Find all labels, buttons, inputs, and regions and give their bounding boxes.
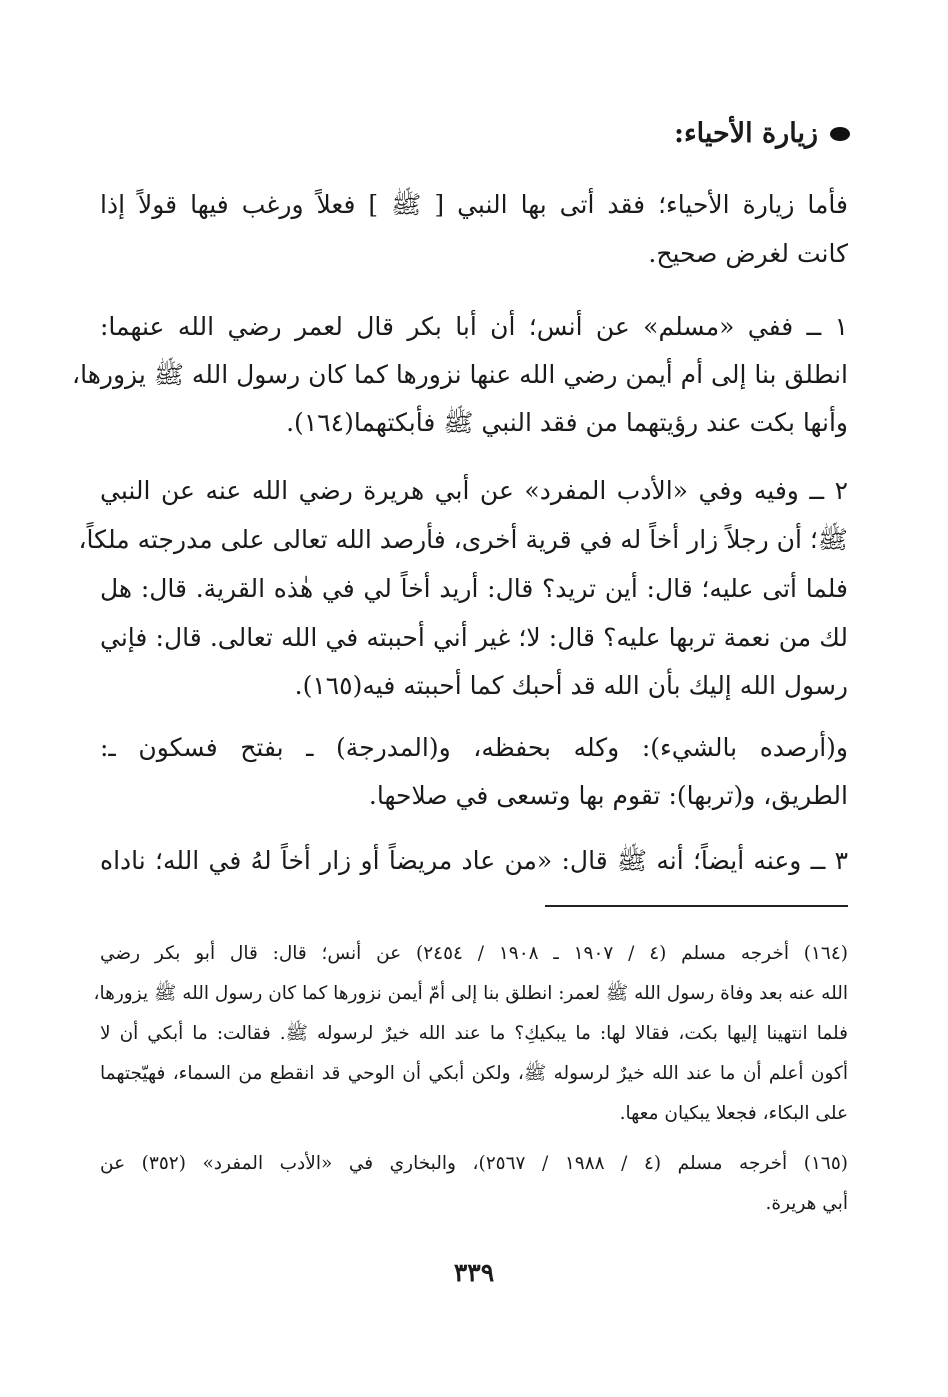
paragraph-3-line-5: رسول الله إليك بأن الله قد أحبك كما أحببته فيه(١٦٥). <box>294 671 848 700</box>
paragraph-5-line-1: ٣ ــ وعنه أيضاً؛ أنه ﷺ قال: «من عاد مريضاً أو زار أخاً لهُ في الله؛ ناداه <box>100 846 848 875</box>
paragraph-1-line-2: كانت لغرض صحيح. <box>648 239 848 268</box>
paragraph-2-line-1: ١ ــ ففي «مسلم» عن أنس؛ أن أبا بكر قال لعمر رضي الله عنهما: <box>100 312 848 341</box>
paragraph-3-line-4: لك من نعمة تربها عليه؟ قال: لا؛ غير أني أحببته في الله تعالى. قال: فإني <box>100 623 848 652</box>
footnote-164-line-1: (١٦٤) أخرجه مسلم (٤ / ١٩٠٧ ـ ١٩٠٨ / ٢٤٥٤) عن أنس؛ قال: قال أبو بكر رضي <box>100 943 849 964</box>
footnote-164-line-2: الله عنه بعد وفاة رسول الله ﷺ لعمر: انطلق بنا إلى أمّ أيمن نزورها كما كان رسول الله ﷺ يزورها، <box>93 983 848 1004</box>
footnote-separator <box>545 905 848 907</box>
footnote-165-line-2: أبي هريرة. <box>765 1193 848 1214</box>
paragraph-1-line-1: فأما زيارة الأحياء؛ فقد أتى بها النبي [ ﷺ ] فعلاً ورغب فيها قولاً إذا <box>100 190 848 219</box>
paragraph-4-line-2: الطريق، و(تربها): تقوم بها وتسعى في صلاحها. <box>368 781 848 810</box>
footnote-164-line-5: على البكاء، فجعلا يبكيان معها. <box>619 1103 848 1124</box>
page-number: ٣٣٩ <box>453 1258 495 1287</box>
paragraph-2-line-3: وأنها بكت عند رؤيتهما من فقد النبي ﷺ فأبكتهما(١٦٤). <box>286 408 848 437</box>
paragraph-2-line-2: انطلق بنا إلى أم أيمن رضي الله عنها نزورها كما كان رسول الله ﷺ يزورها، <box>72 360 848 389</box>
bullet-icon <box>830 127 850 141</box>
paragraph-3-line-2: ﷺ؛ أن رجلاً زار أخاً له في قرية أخرى، فأرصد الله تعالى على مدرجته ملكاً، <box>78 525 848 554</box>
paragraph-3-line-3: فلما أتى عليه؛ قال: أين تريد؟ قال: أريد أخاً لي في هٰذه القرية. قال: هل <box>100 574 848 603</box>
section-heading <box>674 118 850 149</box>
footnote-164-line-3: فلما انتهينا إليها بكت، فقالا لها: ما يبكيكِ؟ ما عند الله خيرٌ لرسوله ﷺ. فقالت: ما أبكي أن لا <box>100 1023 848 1044</box>
footnote-165-line-1: (١٦٥) أخرجه مسلم (٤ / ١٩٨٨ / ٢٥٦٧)، والبخاري في «الأدب المفرد» (٣٥٢) عن <box>100 1153 848 1174</box>
paragraph-3-line-1: ٢ ــ وفيه وفي «الأدب المفرد» عن أبي هريرة رضي الله عنه عن النبي <box>100 476 848 505</box>
section-heading-text: زيارة الأحياء: <box>674 118 818 149</box>
paragraph-4-line-1: و(أرصده بالشيء): وكله بحفظه، و(المدرجة) ـ بفتح فسكون ـ: <box>100 733 848 762</box>
footnote-164-line-4: أكون أعلم أن ما عند الله خيرٌ لرسوله ﷺ، ولكن أبكي أن الوحي قد انقطع من السماء، فهيّجتهما <box>100 1063 848 1084</box>
